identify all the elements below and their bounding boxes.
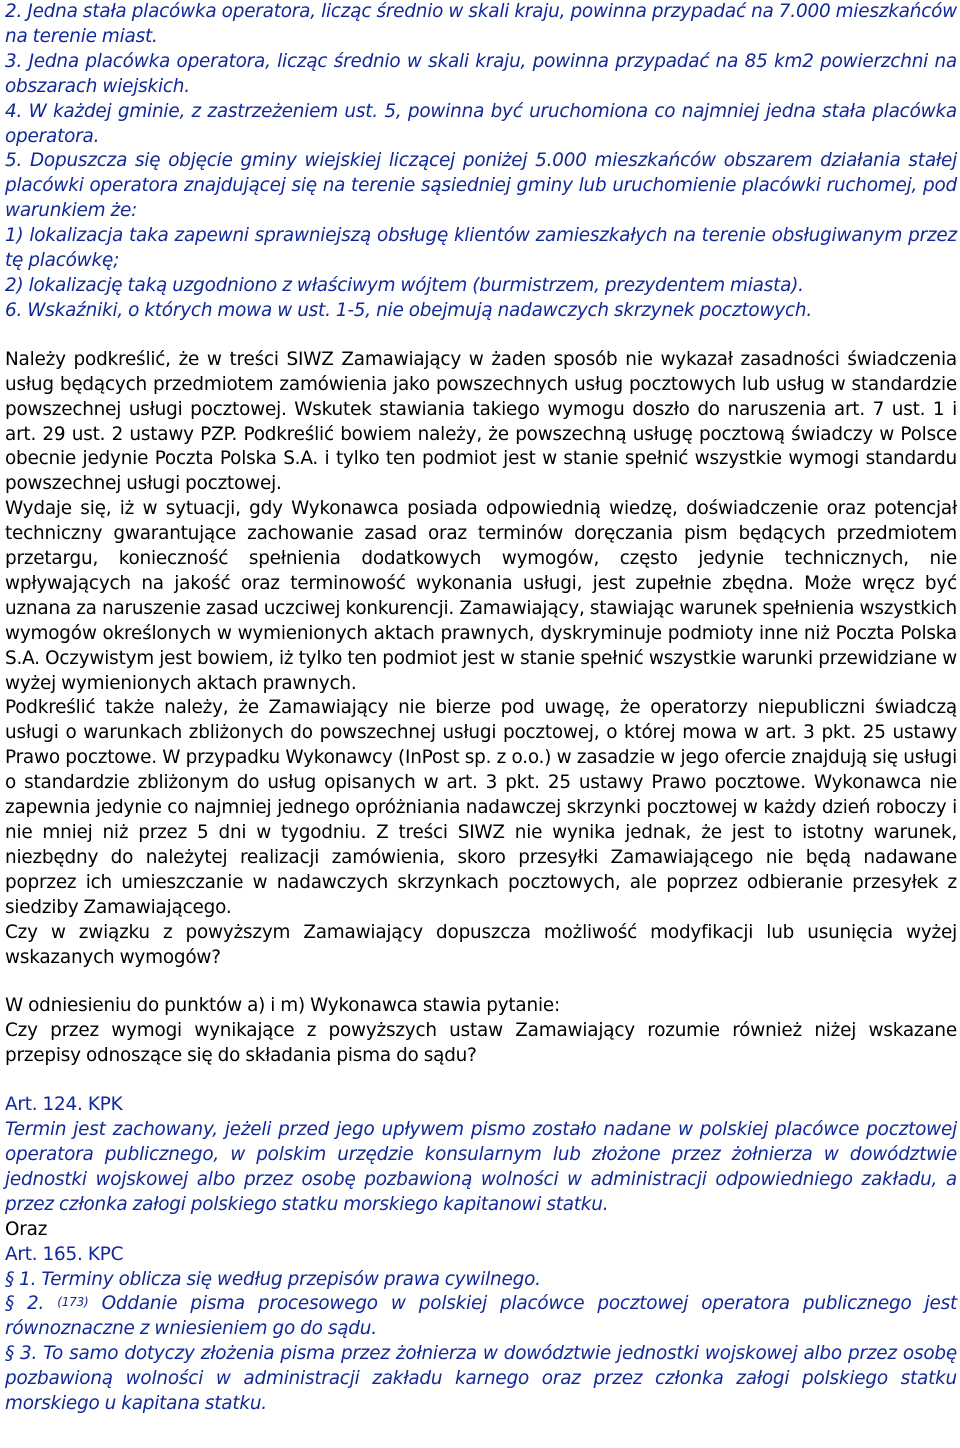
body-paragraph: Czy w związku z powyższym Zamawiający dopuszcza możliwość modyfikacji lub usunięcia wyżej wskazanych wymogów? [5,921,957,968]
footnote-ref: (173) [57,1295,89,1310]
spacer [5,1069,957,1093]
question-intro: W odniesieniu do punktów a) i m) Wykonawca stawia pytanie: [5,995,560,1017]
kpk-text: Termin jest zachowany, jeżeli przed jego upływem pismo zostało nadane w polskiej placówce pocztowej operatora publicznego, w polskim urzędzie konsularnym lub złożone przez żołnierza w dowództwie jednostki wojskowej albo przez osobę pozbawioną wolności w administracji odpowiedniego zakładu, a przez członka załogi polskiego statku morskiego kapitanowi statku. [5,1119,957,1215]
kpc-paragraph-3: § 3. To samo dotyczy złożenia pisma przez żołnierza w dowództwie jednostki wojskowej albo przez osobę pozbawioną wolności w administracji zakładu karnego oraz przez członka załogi polskiego statku morskiego u kapitana statku. [5,1343,957,1415]
law-excerpt-list [5,0,957,324]
question-text: Czy przez wymogi wynikające z powyższych ustaw Zamawiający rozumie również niżej wskazane przepisy odnoszące się do składania pisma do sądu? [5,1020,957,1067]
kpk-title: Art. 124. KPK [5,1094,123,1116]
body-paragraph: Należy podkreślić, że w treści SIWZ Zamawiający w żaden sposób nie wykazał zasadności świadczenia usług będących przedmiotem zamówienia jako powszechnych usług pocztowych lub usług w standardzie powszechnej usługi pocztowej. Wskutek stawiania takiego wymogu doszło do naruszenia art. 7 ust. 1 i art. 29 ust. 2 ustawy PZP. Podkreślić bowiem należy, że powszechną usługę pocztową świadczy w Polsce obecnie jedynie Poczta Polska S.A. i tylko ten podmiot jest w stanie spełnić wszystkie wymogi standardu powszechnej usługi pocztowej. [5,348,957,495]
spacer [5,324,957,348]
kpc-title: Art. 165. KPC [5,1243,124,1265]
question-section [5,994,957,1069]
spacer [5,970,957,994]
argument-section [5,348,957,971]
oraz-label: Oraz [5,1218,48,1240]
document-page [5,0,957,1417]
list-item: 5. Dopuszcza się objęcie gminy wiejskiej liczącej poniżej 5.000 mieszkańców obszarem działania stałej placówki operatora znajdującej się na terenie sąsiedniej gminy lub uruchomienie placówki ruchomej, pod warunkiem że: [5,150,957,222]
kpk-section [5,1093,957,1417]
list-item: 2) lokalizację taką uzgodniono z właściwym wójtem (burmistrzem, prezydentem miasta). [5,274,804,296]
list-item: 3. Jedna placówka operatora, licząc średnio w skali kraju, powinna przypadać na 85 km2 powierzchni na obszarach wiejskich. [5,50,957,97]
list-item: 2. Jedna stała placówka operatora, licząc średnio w skali kraju, powinna przypadać na 7.000 mieszkańców na terenie miast. [5,1,957,47]
list-item: 1) lokalizacja taka zapewni sprawniejszą obsługę klientów zamieszkałych na terenie obsługiwanym przez tę placówkę; [5,225,957,272]
kpc-paragraph-2 [5,1292,957,1342]
body-paragraph: Wydaje się, iż w sytuacji, gdy Wykonawca posiada odpowiednią wiedzę, doświadczenie oraz potencjał techniczny gwarantujące zachowanie zasad oraz terminów doręczania pism będących przedmiotem przetargu, konieczność spełnienia dodatkowych wymogów, często jedynie technicznych, nie wpływających na jakość oraz terminowość wykonania usługi, jest zupełnie zbędna. Może wręcz być uznana za naruszenie zasad uczciwej konkurencji. Zamawiający, stawiając warunek spełnienia wszystkich wymogów określonych w wymienionych aktach prawnych, dyskryminuje podmioty inne niż Poczta Polska S.A. Oczywistym jest bowiem, iż tylko ten podmiot jest w stanie spełnić wszystkie warunki przewidziane w wyżej wymienionych aktach prawnych. [5,498,957,694]
list-item: 6. Wskaźniki, o których mowa w ust. 1-5, nie obejmują nadawczych skrzynek pocztowych. [5,299,813,321]
kpc-paragraph-2-text: Oddanie pisma procesowego w polskiej placówce pocztowej operatora publicznego jest równoznaczne z wniesieniem go do sądu. [5,1293,958,1340]
list-item: 4. W każdej gminie, z zastrzeżeniem ust. 5, powinna być uruchomiona co najmniej jedna stała placówka operatora. [5,100,957,147]
kpc-paragraph-1: § 1. Terminy oblicza się według przepisów prawa cywilnego. [5,1268,541,1290]
kpc-paragraph-2-prefix: § 2. [5,1293,45,1315]
body-paragraph: Podkreślić także należy, że Zamawiający nie bierze pod uwagę, że operatorzy niepubliczni świadczą usługi o warunkach zbliżonych do powszechnej usługi pocztowej, o której mowa w art. 3 pkt. 25 ustawy Prawo pocztowe. W przypadku Wykonawcy (InPost sp. z o.o.) w zasadzie w jego ofercie znajdują się usługi o standardzie zbliżonym do usług opisanych w art. 3 pkt. 25 ustawy Prawo pocztowe. Wykonawca nie zapewnia jedynie co najmniej jednego opróżniania nadawczej skrzynki pocztowej w każdy dzień roboczy i nie mniej niż przez 5 dni w tygodniu. Z treści SIWZ nie wynika jednak, że jest to istotny warunek, niezbędny do należytej realizacji zamówienia, skoro przesyłki Zamawiającego nie będą nadawane poprzez ich umieszczanie w nadawczych skrzynkach pocztowych, ale poprzez odbieranie przesyłek z siedziby Zamawiającego. [5,697,957,918]
